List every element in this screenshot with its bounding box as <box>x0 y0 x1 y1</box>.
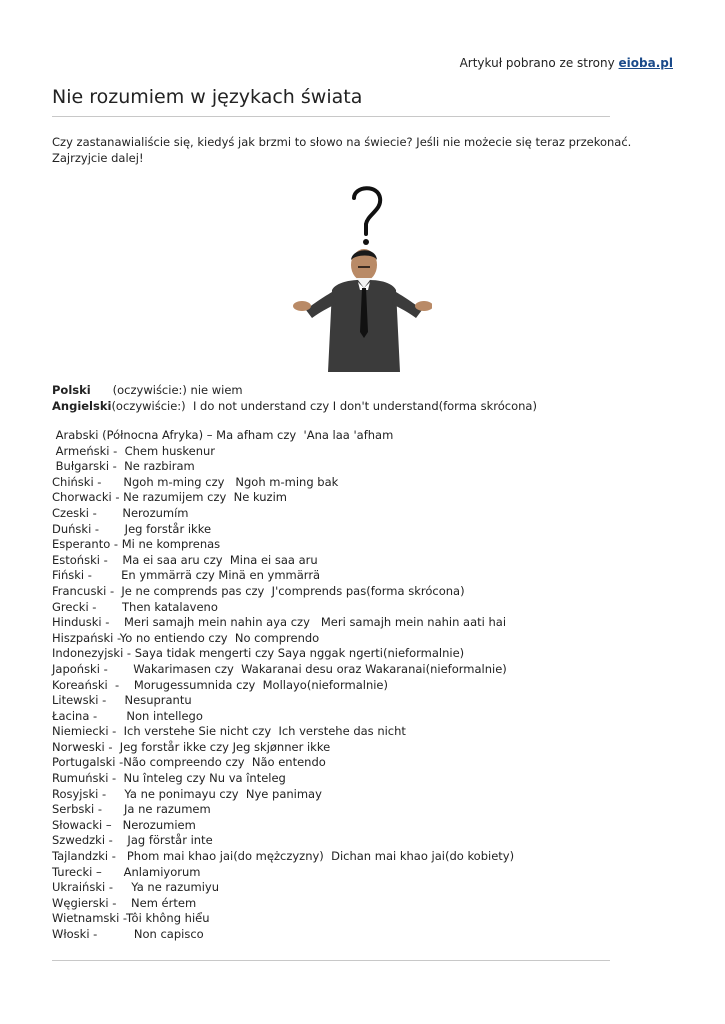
list-item: Litewski - Nesuprantu <box>52 693 192 708</box>
list-item: Grecki - Then katalaveno <box>52 599 218 614</box>
list-item: Serbski - Ja ne razumem <box>52 802 211 817</box>
list-item: Hinduski - Meri samajh mein nahin aya czy Meri samajh mein nahin aati hai <box>52 615 507 630</box>
list-item: Japoński - Wakarimasen czy Wakaranai desu oraz Wakaranai(nieformalnie) <box>52 661 507 676</box>
list-item: Armeński - Chem huskenur <box>52 443 216 458</box>
english-text: (oczywiście:) I do not understand czy I don't understand(forma skrócona) <box>111 399 537 413</box>
list-item: Indonezyjski - Saya tidak mengerti czy Saya nggak ngerti(nieformalnie) <box>52 646 465 661</box>
polish-label: Polski <box>52 383 91 397</box>
list-item: Węgierski - Nem értem <box>52 895 197 910</box>
site-link[interactable]: eioba.pl <box>618 56 673 70</box>
source-prefix: Artykuł pobrano ze strony <box>459 56 615 70</box>
english-label: Angielski <box>52 399 112 413</box>
source-header <box>460 56 673 70</box>
list-item: Bułgarski - Ne razbiram <box>52 459 195 474</box>
list-item: Czeski - Nerozumím <box>52 505 189 520</box>
list-item: Rosyjski - Ya ne ponimayu czy Nye panimay <box>52 786 322 801</box>
list-item: Turecki – Anlamiyorum <box>52 864 201 879</box>
list-item: Chorwacki - Ne razumijem czy Ne kuzim <box>52 490 287 505</box>
list-item: Włoski - Non capisco <box>52 927 204 941</box>
confused-man-question-mark-icon <box>292 182 432 372</box>
list-item: Ukraiński - Ya ne razumiyu <box>52 880 220 895</box>
list-item: Tajlandzki - Phom mai khao jai(do mężczyzny) Dichan mai khao jai(do kobiety) <box>52 849 515 864</box>
list-item: Wietnamski -Tôi không hiểu <box>52 911 210 926</box>
title-divider <box>52 116 610 117</box>
language-list <box>52 428 514 943</box>
polish-text: (oczywiście:) nie wiem <box>90 383 243 397</box>
list-item: Esperanto - Mi ne komprenas <box>52 537 221 552</box>
list-item: Łacina - Non intellego <box>52 708 203 723</box>
list-item: Estoński - Ma ei saa aru czy Mina ei saa aru <box>52 552 318 567</box>
english-line <box>52 398 537 414</box>
list-item: Chiński - Ngoh m-ming czy Ngoh m-ming bak <box>52 474 339 489</box>
polish-line <box>52 382 243 398</box>
list-item: Hiszpański -Yo no entiendo czy No comprendo <box>52 630 320 645</box>
list-item: Norweski - Jeg forstår ikke czy Jeg skjønner ikke <box>52 739 331 754</box>
footer-divider <box>52 960 610 961</box>
page-title: Nie rozumiem w językach świata <box>52 86 363 108</box>
list-item: Portugalski -Não compreendo czy Não entendo <box>52 755 326 770</box>
list-item: Duński - Jeg forstår ikke <box>52 521 212 536</box>
list-item: Arabski (Północna Afryka) – Ma afham czy 'Ana laa 'afham <box>52 428 394 442</box>
list-item: Fiński - En ymmärrä czy Minä en ymmärrä <box>52 568 321 583</box>
list-item: Koreański - Morugessumnida czy Mollayo(nieformalnie) <box>52 677 388 692</box>
list-item: Rumuński - Nu înteleg czy Nu va înteleg <box>52 771 286 786</box>
list-item: Szwedzki - Jag förstår inte <box>52 833 213 848</box>
list-item: Słowacki – Nerozumiem <box>52 817 196 832</box>
list-item: Francuski - Je ne comprends pas czy J'comprends pas(forma skrócona) <box>52 583 465 598</box>
list-item: Niemiecki - Ich verstehe Sie nicht czy Ich verstehe das nicht <box>52 724 406 739</box>
intro-paragraph: Czy zastanawialiście się, kiedyś jak brzmi to słowo na świecie? Jeśli nie możecie się teraz przekonać. Zajrzyjcie dalej! <box>52 135 632 165</box>
